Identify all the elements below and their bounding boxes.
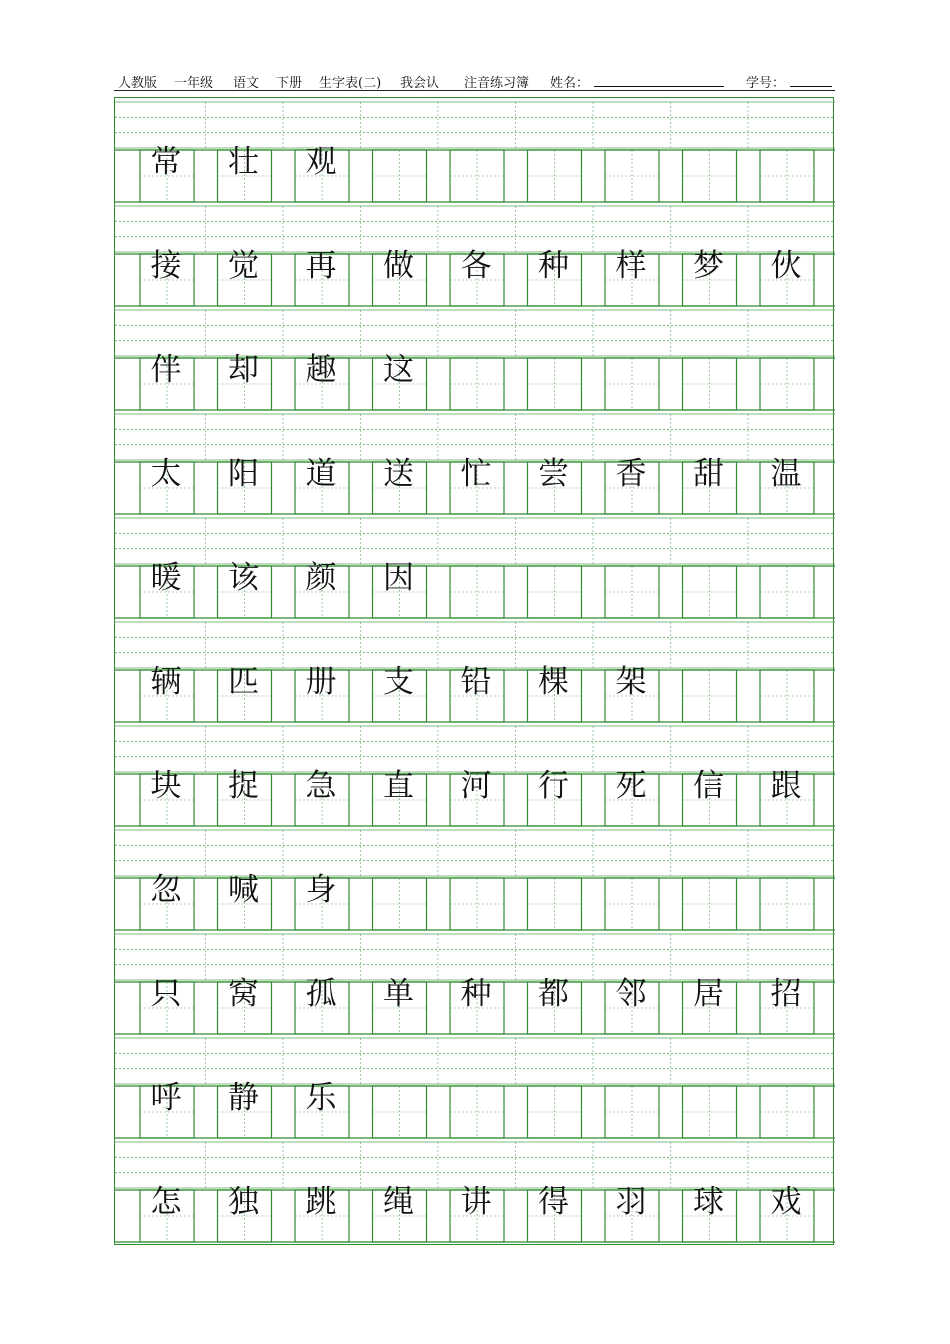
hanzi-character: 忽: [150, 872, 182, 908]
hanzi-character: 梦: [693, 248, 724, 284]
hanzi-character: 呼: [150, 1080, 182, 1116]
hanzi-character: 辆: [150, 664, 182, 700]
hanzi-character: 信: [693, 768, 724, 804]
hanzi-character: 匹: [228, 664, 259, 700]
hanzi-character: 棵: [538, 664, 569, 700]
table-name-label: 生字表(二): [319, 76, 382, 91]
volume-label: 下册: [276, 76, 303, 91]
hanzi-character: 忙: [460, 456, 492, 492]
hanzi-character: 得: [538, 1184, 569, 1220]
hanzi-character: 喊: [228, 872, 259, 908]
hanzi-character: 种: [460, 976, 492, 1012]
hanzi-character: 球: [693, 1184, 724, 1220]
hanzi-character: 伙: [770, 248, 802, 284]
hanzi-character: 急: [305, 768, 337, 804]
hanzi-character: 乐: [305, 1080, 337, 1116]
hanzi-character: 种: [538, 248, 569, 284]
hanzi-character: 样: [615, 248, 647, 284]
hanzi-character: 伴: [150, 352, 182, 388]
hanzi-character: 招: [770, 976, 802, 1012]
name-label: 姓名：: [550, 76, 590, 91]
hanzi-character: 羽: [615, 1184, 647, 1220]
hanzi-character: 只: [150, 976, 182, 1012]
hanzi-character: 架: [615, 664, 647, 700]
hanzi-character: 邻: [615, 976, 647, 1012]
hanzi-character: 暖: [150, 560, 182, 596]
grade-label: 一年级: [174, 76, 214, 91]
hanzi-character: 孤: [305, 976, 337, 1012]
hanzi-character: 居: [693, 976, 724, 1012]
hanzi-character: 觉: [228, 248, 259, 284]
hanzi-character: 阳: [228, 456, 259, 492]
hanzi-character: 各: [460, 248, 492, 284]
hanzi-character: 单: [383, 976, 414, 1012]
hanzi-character: 送: [383, 456, 414, 492]
hanzi-character: 尝: [538, 456, 569, 492]
hanzi-character: 都: [538, 976, 569, 1012]
hanzi-character: 死: [615, 768, 647, 804]
hanzi-character: 颜: [305, 560, 337, 596]
hanzi-character: 该: [228, 560, 259, 596]
hanzi-character: 独: [228, 1184, 259, 1220]
hanzi-character: 讲: [460, 1184, 492, 1220]
hanzi-character: 甜: [693, 456, 724, 492]
hanzi-character: 铅: [460, 664, 492, 700]
hanzi-character: 绳: [383, 1184, 414, 1220]
hanzi-character: 直: [383, 768, 414, 804]
hanzi-character: 太: [150, 456, 182, 492]
hanzi-character: 静: [228, 1080, 259, 1116]
hanzi-character: 怎: [150, 1184, 182, 1220]
hanzi-character: 因: [383, 560, 414, 596]
hanzi-character: 跟: [770, 768, 802, 804]
hanzi-character: 戏: [770, 1184, 802, 1220]
publisher-label: 人教版: [118, 76, 158, 91]
subject-label: 语文: [233, 76, 260, 91]
hanzi-character: 身: [305, 872, 337, 908]
hanzi-character: 观: [305, 144, 337, 180]
hanzi-character: 跳: [305, 1184, 337, 1220]
section-label: 我会认: [400, 76, 440, 91]
hanzi-character: 道: [305, 456, 337, 492]
hanzi-character: 窝: [228, 976, 259, 1012]
hanzi-character: 支: [383, 664, 414, 700]
hanzi-character: 做: [383, 248, 414, 284]
hanzi-character: 接: [150, 248, 182, 284]
book-label: 注音练习簿: [464, 76, 530, 91]
hanzi-character: 趣: [305, 352, 337, 388]
hanzi-character: 香: [615, 456, 647, 492]
hanzi-character: 行: [538, 768, 569, 804]
hanzi-character: 温: [770, 456, 802, 492]
hanzi-character: 块: [150, 768, 182, 804]
hanzi-character: 册: [305, 664, 337, 700]
hanzi-character: 却: [228, 352, 259, 388]
hanzi-character: 河: [460, 768, 492, 804]
hanzi-character: 捉: [228, 768, 259, 804]
hanzi-character: 这: [383, 352, 414, 388]
hanzi-character: 壮: [228, 144, 259, 180]
hanzi-character: 常: [150, 144, 182, 180]
id-label: 学号：: [746, 76, 786, 91]
hanzi-character: 再: [305, 248, 337, 284]
